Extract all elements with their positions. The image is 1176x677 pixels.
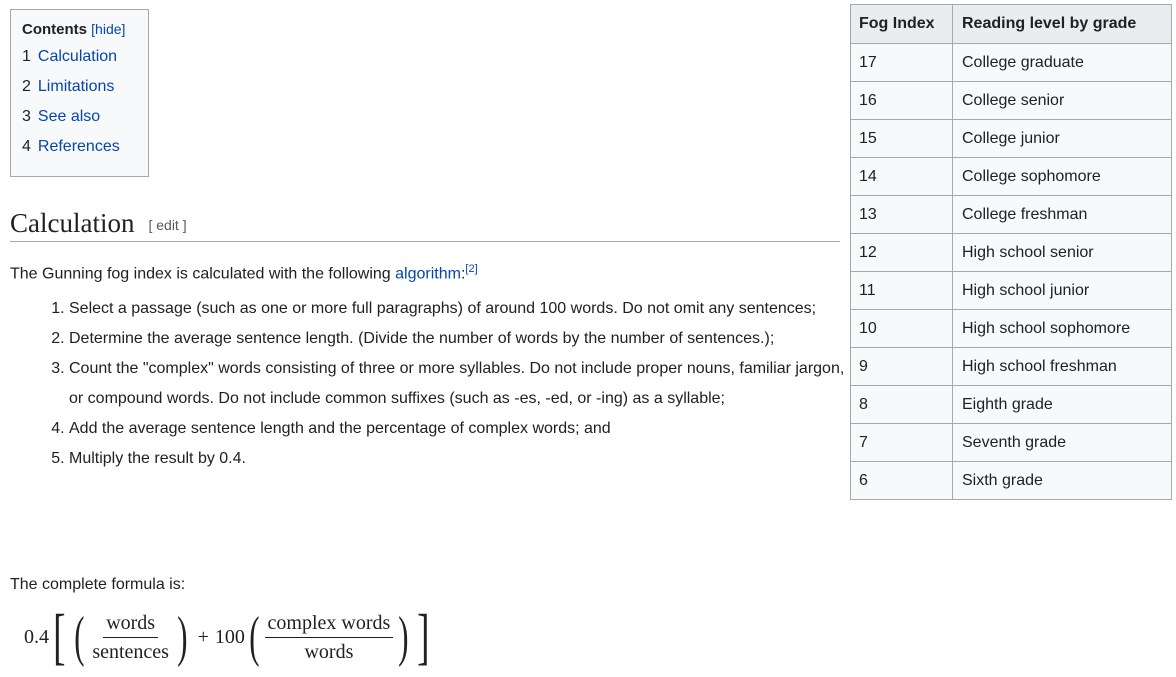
reference-link[interactable]: [2] bbox=[465, 263, 478, 275]
toc-item bbox=[22, 47, 138, 67]
reading-level-cell: High school junior bbox=[953, 272, 1172, 310]
reading-level-cell: College graduate bbox=[953, 44, 1172, 82]
formula-right-paren: ) bbox=[398, 606, 409, 668]
toc-link-references[interactable]: References bbox=[37, 138, 120, 155]
toc-item-number: 2 bbox=[22, 78, 31, 95]
fog-index-cell: 6 bbox=[851, 462, 953, 500]
toc-item-number: 4 bbox=[22, 138, 31, 155]
reading-level-cell: College sophomore bbox=[953, 158, 1172, 196]
table-row bbox=[851, 386, 1172, 424]
step-item: 1. Select a passage (such as one or more full paragraphs) of around 100 words. Do not omit any sentences; bbox=[69, 294, 845, 324]
reading-level-cell: Sixth grade bbox=[953, 462, 1172, 500]
toc-item bbox=[22, 107, 138, 127]
step-item: 5. Multiply the result by 0.4. bbox=[69, 444, 845, 474]
reading-level-cell: Eighth grade bbox=[953, 386, 1172, 424]
formula-coef2: 100 bbox=[214, 625, 245, 648]
fog-index-cell: 17 bbox=[851, 44, 953, 82]
toc-item-number: 1 bbox=[22, 48, 31, 65]
fraction-words-sentences bbox=[89, 612, 172, 663]
intro-paragraph bbox=[10, 258, 478, 285]
fog-index-cell: 7 bbox=[851, 424, 953, 462]
algorithm-link[interactable]: algorithm bbox=[395, 265, 461, 283]
fraction-numerator: complex words bbox=[265, 612, 394, 638]
toc-link-see-also[interactable]: See also bbox=[37, 108, 101, 125]
table-row bbox=[851, 310, 1172, 348]
fog-formula bbox=[24, 603, 434, 671]
fog-index-cell: 16 bbox=[851, 82, 953, 120]
table-row bbox=[851, 462, 1172, 500]
formula-plus: + bbox=[197, 625, 209, 648]
fraction-numerator: words bbox=[103, 612, 158, 638]
toc-item bbox=[22, 77, 138, 97]
fog-index-cell: 8 bbox=[851, 386, 953, 424]
table-row bbox=[851, 196, 1172, 234]
reading-level-cell: College senior bbox=[953, 82, 1172, 120]
reading-level-cell: High school senior bbox=[953, 234, 1172, 272]
table-row bbox=[851, 44, 1172, 82]
fog-index-cell: 11 bbox=[851, 272, 953, 310]
toc-item-number: 3 bbox=[22, 108, 31, 125]
formula-coef: 0.4 bbox=[24, 625, 49, 648]
toc-item bbox=[22, 137, 138, 157]
section-title: Calculation bbox=[10, 208, 135, 238]
edit-section-link[interactable]: [ edit ] bbox=[148, 217, 187, 233]
reading-level-cell: College freshman bbox=[953, 196, 1172, 234]
formula-right-bracket: ] bbox=[417, 603, 430, 671]
table-header-row bbox=[851, 5, 1172, 44]
section-heading bbox=[10, 205, 840, 242]
formula-left-paren: ( bbox=[249, 606, 260, 668]
fraction-denominator: sentences bbox=[92, 640, 169, 663]
header-fog-index: Fog Index bbox=[851, 5, 953, 44]
fraction-complex-words bbox=[265, 612, 394, 663]
fog-index-cell: 9 bbox=[851, 348, 953, 386]
table-row bbox=[851, 120, 1172, 158]
toc-hide-link[interactable]: [hide] bbox=[91, 21, 126, 37]
reading-level-cell: Seventh grade bbox=[953, 424, 1172, 462]
formula-intro: The complete formula is: bbox=[10, 576, 186, 593]
fog-index-cell: 13 bbox=[851, 196, 953, 234]
fog-index-table bbox=[850, 4, 1172, 500]
toc-list bbox=[22, 47, 138, 157]
toc-link-limitations[interactable]: Limitations bbox=[37, 78, 115, 95]
fog-index-cell: 15 bbox=[851, 120, 953, 158]
table-row bbox=[851, 272, 1172, 310]
fog-index-cell: 14 bbox=[851, 158, 953, 196]
step-item: 4. Add the average sentence length and the percentage of complex words; and bbox=[69, 414, 845, 444]
intro-text: The Gunning fog index is calculated with the following bbox=[10, 265, 396, 283]
table-row bbox=[851, 424, 1172, 462]
steps-list bbox=[10, 294, 845, 474]
formula-left-paren: ( bbox=[73, 606, 85, 668]
header-reading-level: Reading level by grade bbox=[953, 5, 1172, 44]
fraction-denominator: words bbox=[304, 640, 354, 663]
toc-title: Contents bbox=[22, 21, 87, 38]
step-item: 2. Determine the average sentence length. (Divide the number of words by the number of sentences.); bbox=[69, 324, 845, 354]
step-item: 3. Count the "complex" words consisting of three or more syllables. Do not include proper nouns, familiar jargon, or compound words. Do not include common suffixes (such as -es, -ed, or -ing) as a syllable; bbox=[69, 354, 845, 414]
formula-left-bracket: [ bbox=[53, 603, 66, 671]
toc-link-calculation[interactable]: Calculation bbox=[37, 48, 118, 65]
table-row bbox=[851, 234, 1172, 272]
table-row bbox=[851, 348, 1172, 386]
toc-header bbox=[22, 21, 138, 38]
reading-level-cell: High school sophomore bbox=[953, 310, 1172, 348]
table-of-contents bbox=[10, 9, 149, 177]
reading-level-cell: High school freshman bbox=[953, 348, 1172, 386]
intro-colon: : bbox=[460, 265, 466, 283]
table-row bbox=[851, 158, 1172, 196]
table-row bbox=[851, 82, 1172, 120]
fog-index-cell: 12 bbox=[851, 234, 953, 272]
reading-level-cell: College junior bbox=[953, 120, 1172, 158]
formula-right-paren: ) bbox=[177, 606, 188, 668]
fog-index-cell: 10 bbox=[851, 310, 953, 348]
